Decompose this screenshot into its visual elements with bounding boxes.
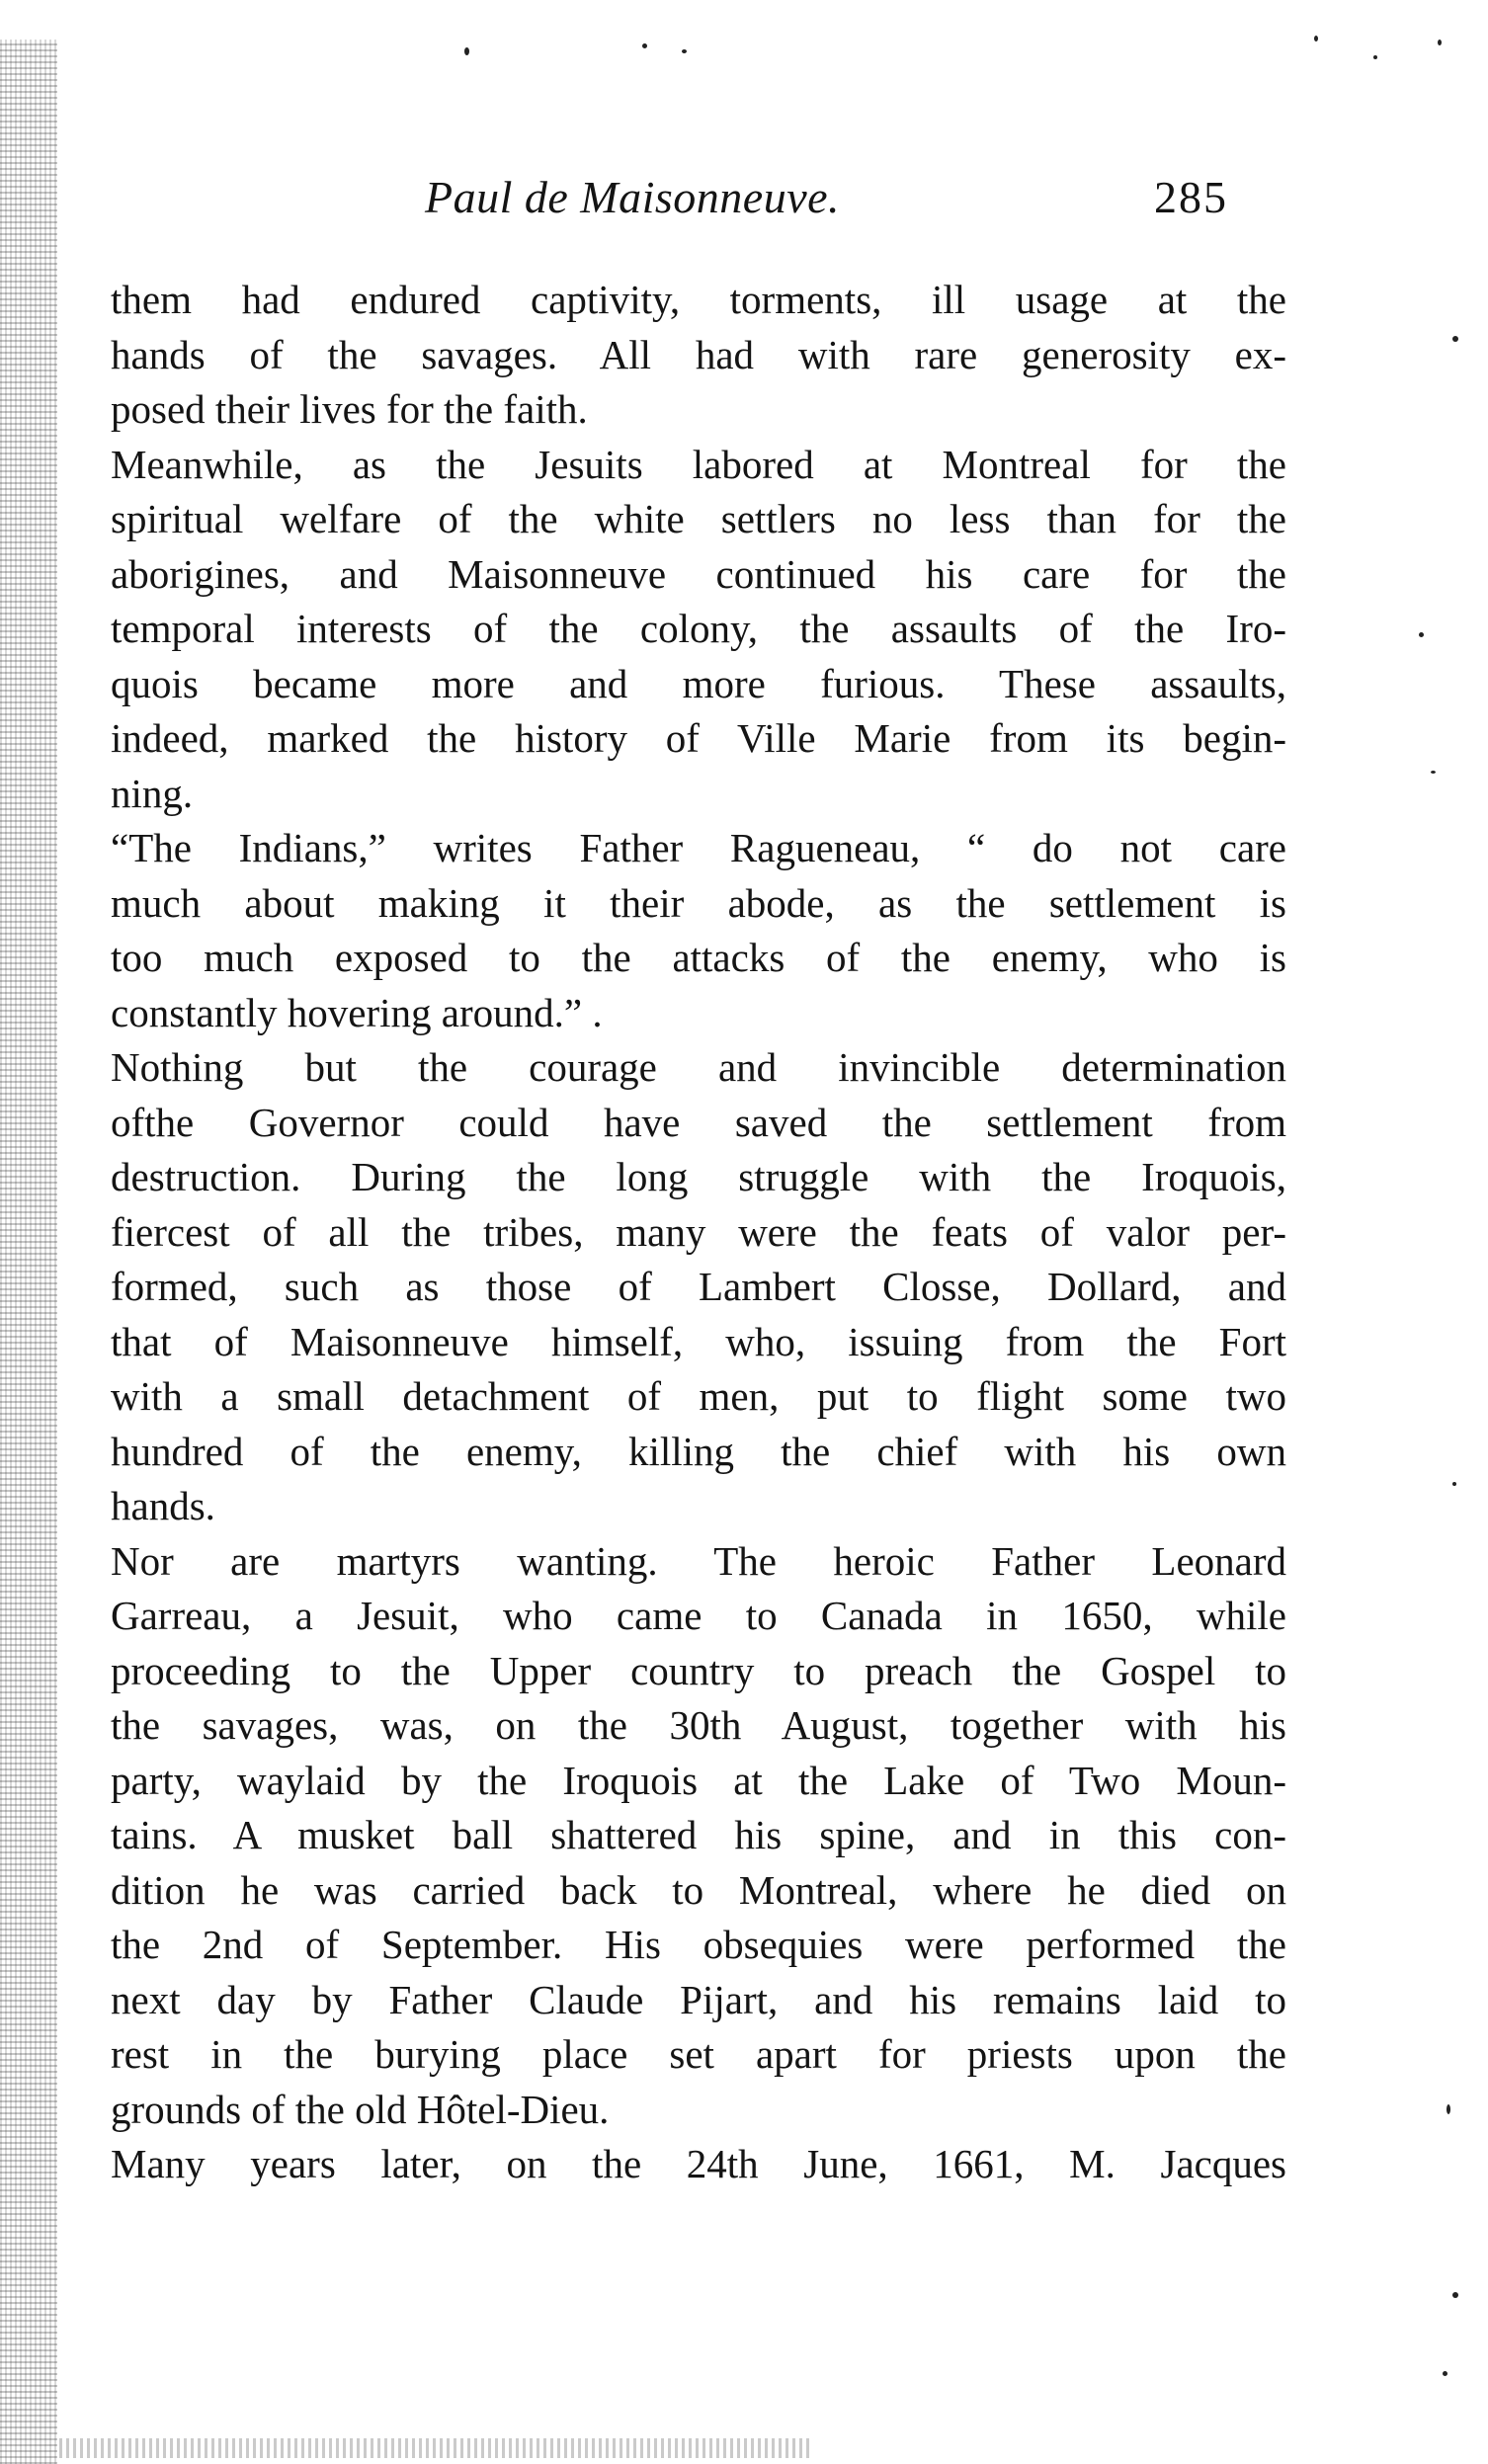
text-line: ning. (111, 770, 194, 816)
page-number: 285 (1154, 172, 1228, 222)
scan-speck (1373, 55, 1377, 59)
scan-speck (1419, 632, 1424, 637)
scan-speck (1314, 36, 1318, 41)
text-line: aborigines, and Maisonneuve continued his care for the (111, 550, 1286, 597)
text-line: Nor are martyrs wanting. The heroic Father Leonard (111, 1537, 1286, 1584)
text-line: Many years later, on the 24th June, 1661, M. Jacques (111, 2141, 1286, 2186)
text-line: tains. A musket ball shattered his spine, and in this con- (111, 1812, 1286, 1857)
text-line: “The Indians,” writes Father Ragueneau, “ do not care (111, 825, 1286, 870)
running-title: Paul de Maisonneuve. (425, 172, 841, 222)
body-text (111, 273, 1286, 2192)
text-line: much about making it their abode, as the settlement is (111, 879, 1286, 926)
text-line: posed their lives for the faith. (111, 386, 588, 432)
text-line: temporal interests of the colony, the assaults of the Iro- (111, 606, 1286, 651)
text-line: the 2nd of September. His obsequies were performed the (111, 1922, 1286, 1967)
text-line: them had endured captivity, torments, ill usage at the (111, 277, 1286, 322)
scan-speck (1447, 2104, 1450, 2114)
scan-speck (642, 43, 647, 48)
scanned-bottom-edge (59, 2438, 810, 2458)
text-line: quois became more and more furious. These assaults, (111, 660, 1286, 706)
text-line: Nothing but the courage and invincible determination (111, 1044, 1286, 1090)
text-line: with a small detachment of men, put to flight some two (111, 1373, 1286, 1419)
text-line: hundred of the enemy, killing the chief with his own (111, 1428, 1286, 1474)
scan-speck (1443, 2371, 1447, 2376)
scan-speck (1452, 1482, 1456, 1486)
text-line: hands. (111, 1483, 215, 1528)
scan-speck (1452, 2292, 1458, 2298)
scan-speck (1452, 336, 1458, 342)
text-line: destruction. During the long struggle with the Iroquois, (111, 1154, 1286, 1199)
text-line: too much exposed to the attacks of the enemy, who is (111, 935, 1286, 980)
text-line: indeed, marked the history of Ville Marie from its begin- (111, 715, 1286, 761)
text-line: proceeding to the Upper country to preach the Gospel to (111, 1647, 1286, 1693)
text-line: dition he was carried back to Montreal, where he died on (111, 1866, 1286, 1913)
text-line: the savages, was, on the 30th August, together with his (111, 1702, 1286, 1748)
text-line: Garreau, a Jesuit, who came to Canada in 1650, while (111, 1593, 1286, 1638)
text-line: fiercest of all the tribes, many were the feats of valor per- (111, 1208, 1286, 1255)
text-line: party, waylaid by the Iroquois at the Lake of Two Moun- (111, 1757, 1286, 1803)
scan-speck (682, 49, 687, 53)
text-line: hands of the savages. All had with rare generosity ex- (111, 331, 1286, 377)
text-line: rest in the burying place set apart for priests upon the (111, 2031, 1286, 2077)
text-line: ofthe Governor could have saved the settlement from (111, 1099, 1286, 1145)
text-line: next day by Father Claude Pijart, and his remains laid to (111, 1976, 1286, 2022)
scanned-binding-edge (0, 40, 57, 2464)
running-head (0, 168, 1488, 227)
scan-speck (464, 47, 469, 55)
text-line: spiritual welfare of the white settlers no less than for the (111, 496, 1286, 541)
text-line: that of Maisonneuve himself, who, issuing from the Fort (111, 1318, 1286, 1364)
text-line: Meanwhile, as the Jesuits labored at Montreal for the (111, 441, 1286, 487)
scan-speck (1431, 771, 1436, 774)
text-line: formed, such as those of Lambert Closse, Dollard, and (111, 1264, 1286, 1309)
text-line: grounds of the old Hôtel-Dieu. (111, 2086, 610, 2132)
text-line: constantly hovering around.” . (111, 989, 603, 1035)
scan-speck (1438, 40, 1442, 45)
